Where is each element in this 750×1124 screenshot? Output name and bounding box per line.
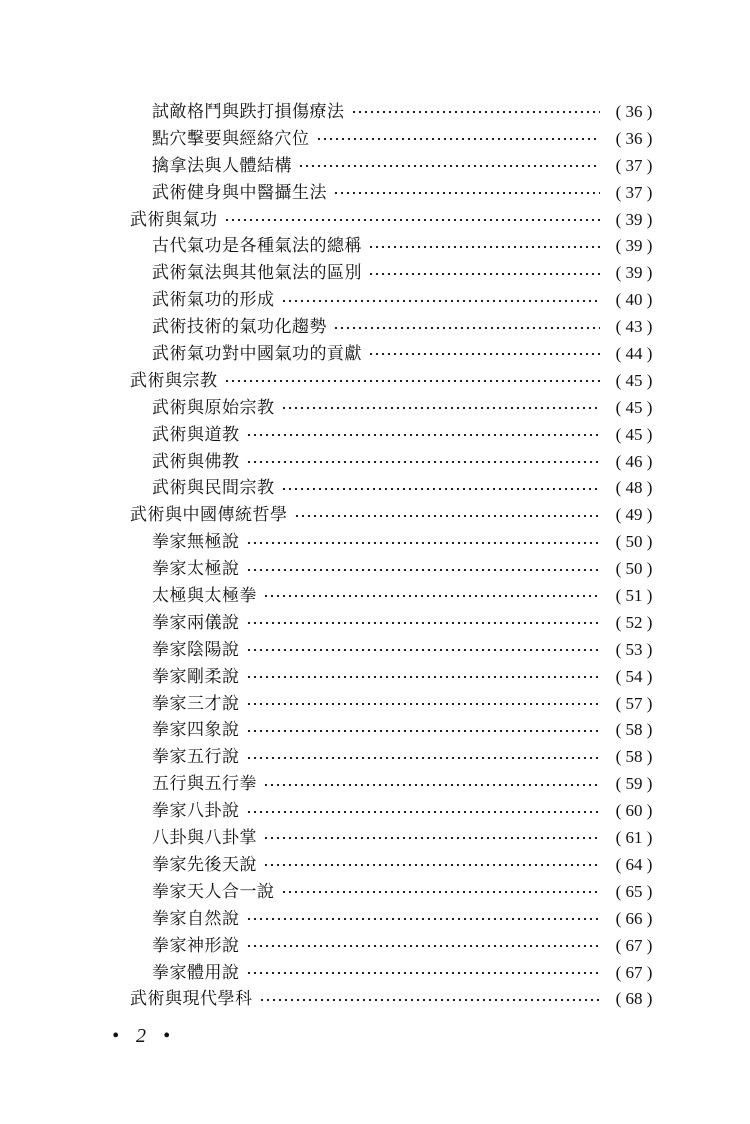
toc-entry-page: ( 45 ) bbox=[615, 424, 653, 444]
dot-leader bbox=[246, 972, 601, 974]
toc-section-entry bbox=[0, 691, 750, 718]
dot-leader bbox=[259, 999, 601, 1001]
toc-entry-page: ( 54 ) bbox=[615, 666, 653, 686]
toc-section-entry bbox=[0, 99, 750, 126]
toc-section-entry bbox=[0, 879, 750, 906]
toc-entry-title: 拳家陰陽說 bbox=[152, 639, 240, 660]
toc-entry-title: 點穴擊要與經絡穴位 bbox=[152, 128, 310, 149]
dot-leader bbox=[281, 891, 601, 893]
toc-entry-page: ( 39 ) bbox=[615, 236, 653, 256]
toc-entry-page: ( 59 ) bbox=[615, 774, 653, 794]
toc-entry-page: ( 60 ) bbox=[615, 801, 653, 821]
toc-section-entry bbox=[0, 906, 750, 933]
toc-section-entry bbox=[0, 341, 750, 368]
dot-leader bbox=[246, 918, 601, 920]
dot-leader bbox=[246, 461, 601, 463]
table-of-contents bbox=[0, 99, 750, 1013]
dot-leader bbox=[263, 784, 600, 786]
dot-leader bbox=[368, 273, 600, 275]
toc-entry-page: ( 53 ) bbox=[615, 639, 653, 659]
dot-leader bbox=[368, 353, 600, 355]
dot-leader bbox=[246, 622, 601, 624]
toc-entry-title: 武術與氣功 bbox=[130, 209, 218, 230]
toc-entry-title: 五行與五行拳 bbox=[152, 774, 257, 795]
toc-entry-page: ( 64 ) bbox=[615, 854, 653, 874]
toc-section-entry bbox=[0, 717, 750, 744]
toc-section-entry bbox=[0, 449, 750, 476]
toc-chapter-entry bbox=[0, 207, 750, 234]
toc-entry-page: ( 52 ) bbox=[615, 612, 653, 632]
toc-entry-title: 武術與道教 bbox=[152, 424, 240, 445]
dot-leader bbox=[281, 300, 601, 302]
dot-leader bbox=[246, 434, 601, 436]
toc-entry-page: ( 51 ) bbox=[615, 586, 653, 606]
dot-leader bbox=[246, 811, 601, 813]
toc-entry-page: ( 67 ) bbox=[615, 962, 653, 982]
toc-entry-page: ( 45 ) bbox=[615, 370, 653, 390]
toc-entry-title: 武術氣功對中國氣功的貢獻 bbox=[152, 344, 362, 365]
toc-entry-page: ( 37 ) bbox=[615, 155, 653, 175]
dot-leader bbox=[246, 703, 601, 705]
toc-section-entry bbox=[0, 287, 750, 314]
toc-section-entry bbox=[0, 960, 750, 987]
toc-entry-title: 武術健身與中醫攝生法 bbox=[152, 182, 327, 203]
toc-entry-title: 拳家五行說 bbox=[152, 747, 240, 768]
toc-entry-title: 拳家體用說 bbox=[152, 962, 240, 983]
toc-section-entry bbox=[0, 395, 750, 422]
dot-leader bbox=[263, 837, 600, 839]
toc-entry-page: ( 45 ) bbox=[615, 397, 653, 417]
toc-entry-title: 太極與太極拳 bbox=[152, 586, 257, 607]
toc-section-entry bbox=[0, 583, 750, 610]
toc-entry-page: ( 36 ) bbox=[615, 128, 653, 148]
toc-entry-page: ( 44 ) bbox=[615, 344, 653, 364]
toc-section-entry bbox=[0, 180, 750, 207]
dot-leader bbox=[298, 165, 600, 167]
toc-entry-title: 拳家三才說 bbox=[152, 693, 240, 714]
toc-entry-page: ( 50 ) bbox=[615, 559, 653, 579]
toc-entry-title: 武術氣法與其他氣法的區別 bbox=[152, 263, 362, 284]
dot-leader bbox=[333, 327, 600, 329]
dot-leader bbox=[246, 542, 601, 544]
toc-entry-title: 拳家無極說 bbox=[152, 532, 240, 553]
toc-section-entry bbox=[0, 852, 750, 879]
toc-section-entry bbox=[0, 825, 750, 852]
dot-leader bbox=[316, 138, 601, 140]
toc-section-entry bbox=[0, 233, 750, 260]
toc-entry-page: ( 46 ) bbox=[615, 451, 653, 471]
toc-entry-page: ( 57 ) bbox=[615, 693, 653, 713]
toc-entry-title: 拳家天人合一說 bbox=[152, 881, 275, 902]
toc-entry-title: 武術技術的氣功化趨勢 bbox=[152, 317, 327, 338]
toc-entry-page: ( 37 ) bbox=[615, 182, 653, 202]
toc-entry-page: ( 67 ) bbox=[615, 935, 653, 955]
dot-leader bbox=[246, 945, 601, 947]
toc-section-entry bbox=[0, 126, 750, 153]
toc-section-entry bbox=[0, 314, 750, 341]
toc-entry-title: 拳家神形說 bbox=[152, 935, 240, 956]
toc-entry-title: 古代氣功是各種氣法的總稱 bbox=[152, 236, 362, 257]
toc-entry-title: 武術與中國傳統哲學 bbox=[130, 505, 288, 526]
toc-entry-title: 武術氣功的形成 bbox=[152, 290, 275, 311]
toc-entry-title: 拳家八卦說 bbox=[152, 801, 240, 822]
dot-leader bbox=[246, 676, 601, 678]
toc-entry-title: 試敵格鬥與跌打損傷療法 bbox=[152, 102, 345, 122]
dot-leader bbox=[281, 488, 601, 490]
toc-section-entry bbox=[0, 260, 750, 287]
toc-entry-page: ( 66 ) bbox=[615, 908, 653, 928]
toc-entry-title: 拳家太極說 bbox=[152, 559, 240, 580]
toc-entry-page: ( 58 ) bbox=[615, 720, 653, 740]
dot-leader bbox=[246, 649, 601, 651]
dot-leader bbox=[368, 246, 600, 248]
toc-section-entry bbox=[0, 153, 750, 180]
toc-entry-title: 拳家自然說 bbox=[152, 908, 240, 929]
toc-entry-title: 拳家先後天說 bbox=[152, 854, 257, 875]
dot-leader bbox=[294, 515, 601, 517]
toc-entry-page: ( 39 ) bbox=[615, 263, 653, 283]
toc-entry-title: 武術與現代學科 bbox=[130, 989, 253, 1010]
toc-section-entry bbox=[0, 422, 750, 449]
dot-leader bbox=[263, 595, 600, 597]
toc-chapter-entry bbox=[0, 986, 750, 1013]
toc-entry-page: ( 61 ) bbox=[615, 828, 653, 848]
dot-leader bbox=[281, 407, 601, 409]
dot-leader bbox=[246, 757, 601, 759]
toc-chapter-entry bbox=[0, 368, 750, 395]
dot-leader bbox=[224, 380, 601, 382]
toc-entry-page: ( 49 ) bbox=[615, 505, 653, 525]
toc-entry-page: ( 65 ) bbox=[615, 881, 653, 901]
toc-entry-title: 八卦與八卦掌 bbox=[152, 828, 257, 849]
toc-section-entry bbox=[0, 556, 750, 583]
dot-leader bbox=[351, 111, 601, 113]
toc-entry-page: ( 43 ) bbox=[615, 317, 653, 337]
dot-leader bbox=[224, 219, 601, 221]
toc-section-entry bbox=[0, 610, 750, 637]
toc-entry-title: 拳家兩儀說 bbox=[152, 612, 240, 633]
toc-entry-page: ( 50 ) bbox=[615, 532, 653, 552]
dot-leader bbox=[263, 864, 600, 866]
page-number: • 2 • bbox=[112, 1025, 177, 1047]
toc-entry-title: 拳家剛柔說 bbox=[152, 666, 240, 687]
toc-entry-title: 武術與佛教 bbox=[152, 451, 240, 472]
toc-entry-title: 武術與原始宗教 bbox=[152, 397, 275, 418]
dot-leader bbox=[333, 192, 600, 194]
dot-leader bbox=[246, 730, 601, 732]
toc-section-entry bbox=[0, 744, 750, 771]
toc-entry-page: ( 68 ) bbox=[615, 989, 653, 1009]
toc-entry-page: ( 36 ) bbox=[615, 102, 653, 121]
toc-entry-page: ( 58 ) bbox=[615, 747, 653, 767]
toc-section-entry bbox=[0, 933, 750, 960]
toc-section-entry bbox=[0, 637, 750, 664]
dot-leader bbox=[246, 569, 601, 571]
toc-entry-title: 武術與民間宗教 bbox=[152, 478, 275, 499]
toc-entry-title: 擒拿法與人體結構 bbox=[152, 155, 292, 176]
toc-entry-title: 拳家四象說 bbox=[152, 720, 240, 741]
toc-section-entry bbox=[0, 475, 750, 502]
toc-entry-page: ( 39 ) bbox=[615, 209, 653, 229]
toc-section-entry bbox=[0, 771, 750, 798]
toc-section-entry bbox=[0, 798, 750, 825]
toc-entry-page: ( 48 ) bbox=[615, 478, 653, 498]
toc-section-entry bbox=[0, 529, 750, 556]
toc-chapter-entry bbox=[0, 502, 750, 529]
toc-section-entry bbox=[0, 664, 750, 691]
toc-entry-page: ( 40 ) bbox=[615, 290, 653, 310]
toc-entry-title: 武術與宗教 bbox=[130, 370, 218, 391]
